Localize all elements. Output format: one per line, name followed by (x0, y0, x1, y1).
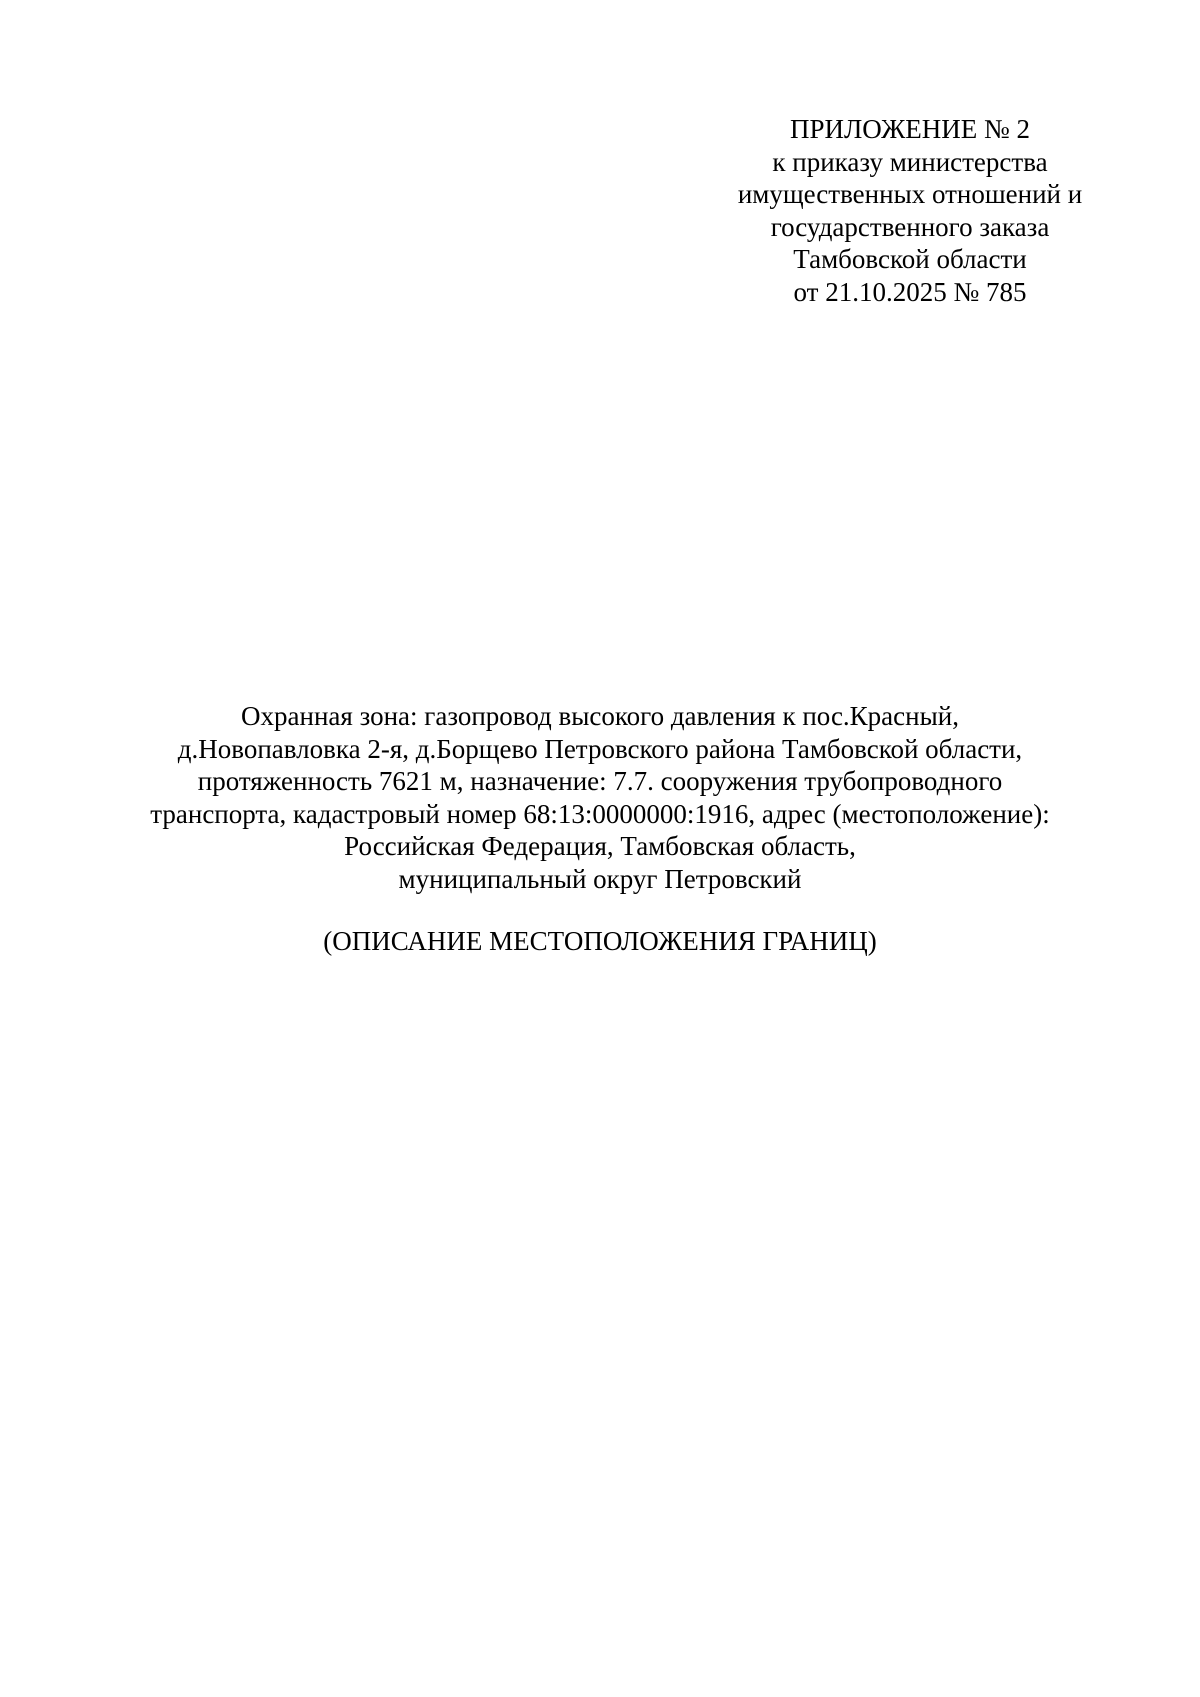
description-line: Охранная зона: газопровод высокого давления к пос.Красный, (241, 701, 959, 731)
description-line: транспорта, кадастровый номер 68:13:0000000:1916, адрес (местоположение): (150, 798, 1050, 829)
appendix-line-ministry: имущественных отношений и (737, 179, 1083, 209)
appendix-line-order: к приказу министерства (772, 146, 1048, 177)
appendix-title: ПРИЛОЖЕНИЕ № 2 (789, 114, 1031, 144)
appendix-line-ministry-cont: государственного заказа (770, 211, 1050, 242)
description-line: муниципальный округ Петровский (398, 863, 802, 894)
appendix-line-date-number: от 21.10.2025 № 785 (793, 276, 1027, 307)
description-line: Российская Федерация, Тамбовская область, (344, 831, 856, 861)
description-line: д.Новопавловка 2-я, д.Борщево Петровского района Тамбовской области, (177, 733, 1023, 764)
zone-description (100, 700, 1100, 895)
description-line: протяженность 7621 м, назначение: 7.7. сооружения трубопроводного (197, 766, 1003, 796)
appendix-line-region: Тамбовской области (793, 244, 1027, 274)
section-title: (ОПИСАНИЕ МЕСТОПОЛОЖЕНИЯ ГРАНИЦ) (323, 926, 877, 956)
appendix-header (700, 113, 1120, 308)
